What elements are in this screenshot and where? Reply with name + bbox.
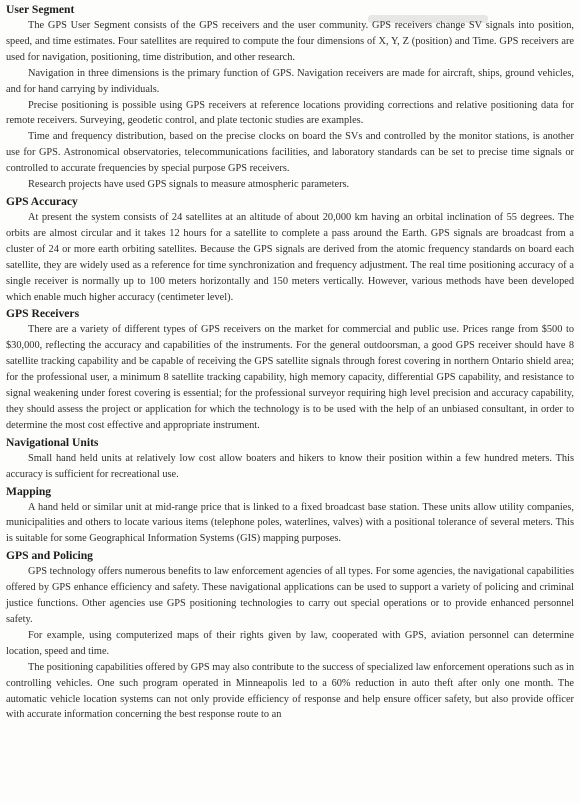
paragraph: Precise positioning is possible using GPS receivers at reference locations providing corrections and relative positioning data for remote receivers. Surveying, geodetic control, and plate tectonic studies are examples.: [6, 99, 574, 127]
section-heading: User Segment: [6, 3, 75, 16]
paragraph: There are a variety of different types of GPS receivers on the market for commercial and public use. Prices range from $500 to $30,000, reflecting the accuracy and capabilities of the instruments. For the general outdoorsman, a good GPS receiver should have 8 satellite tracking capability and be capable of receiving the GPS satellite signals through forest covering in northern Ontario shield area; for the professional user, a minimum 8 satellite tracking capability, high memory capacity, differential GPS capability, and resistance to signal weakening under forest covering is essential; for the professional surveyor requiring high level precision and accuracy capability, they should assess the project or application for which the technology is to be used with the help of an unbiased consultant, in order to determine the most cost effective and appropriate instrument.: [6, 324, 574, 431]
paragraph: Small hand held units at relatively low cost allow boaters and hikers to know their position within a few hundred meters. This accuracy is sufficient for recreational use.: [6, 452, 574, 480]
section-gps-accuracy: [6, 193, 574, 305]
section-heading: GPS and Policing: [6, 549, 93, 563]
paragraph: The positioning capabilities offered by GPS may also contribute to the success of specialized law enforcement operations such as in controlling vehicles. One such program operated in Minneapolis led to a 60% reduction in auto theft after only one month. The automatic vehicle location systems can not only provide efficiency of response and help ensure officer safety, but also provide officer with accurate information concerning the best response route to an: [6, 661, 574, 721]
paragraph: GPS technology offers numerous benefits to law enforcement agencies of all types. For some agencies, the navigational capabilities offered by GPS enhance efficiency and safety. These navigational applications can be used to support a variety of policing and criminal justice functions. Other agencies use GPS positioning technologies to carry out special operations or to provide enhanced personnel safety.: [6, 566, 574, 625]
paragraph: A hand held or similar unit at mid-range price that is linked to a fixed broadcast base station. These units allow utility companies, municipalities and others to locate various items (telephone poles, waterlines, valves) with a positional tolerance of several meters. This is suitable for some Geographical Information Systems (GIS) mapping purposes.: [6, 501, 574, 545]
section-heading: GPS Accuracy: [6, 194, 78, 208]
section-user-segment: [6, 1, 574, 193]
section-heading: Mapping: [6, 484, 52, 498]
section-mapping: [6, 483, 574, 548]
paragraph: Research projects have used GPS signals to measure atmospheric parameters.: [28, 179, 350, 191]
paragraph: Time and frequency distribution, based on the precise clocks on board the SVs and controlled by the monitor stations, is another use for GPS. Astronomical observatories, telecommunications facilities, and laboratory standards can be set to precise time signals or controlled to accurate frequencies by special purpose GPS receivers.: [6, 131, 574, 175]
section-gps-receivers: [6, 305, 574, 433]
section-gps-and-policing: [6, 547, 574, 723]
section-heading: Navigational Units: [6, 435, 99, 449]
paragraph: The GPS User Segment consists of the GPS receivers and the user community. GPS receivers change SV signals into position, speed, and time estimates. Four satellites are required to compute the four dimensions of X, Y, Z (position) and Time. GPS receivers are used for navigation, positioning, time distribution, and other research.: [6, 20, 574, 63]
paragraph: At present the system consists of 24 satellites at an altitude of about 20,000 km having an orbital inclination of 55 degrees. The orbits are almost circular and it takes 12 hours for a satellite to complete a pass around the Earth. GPS signals are broadcast from a cluster of 24 or more earth orbiting satellites. Because the GPS signals are derived from the atomic frequency standards on board each satellite, they are widely used as a reference for time synchronization and frequency adjustment. The real time positioning accuracy of a single receiver is normally up to 100 meters horizontally and 150 meters vertically. However, various methods have been developed which enable much higher accuracy (centimeter level).: [6, 211, 574, 303]
section-navigational-units: [6, 434, 574, 483]
document-page: [6, 1, 574, 723]
paragraph: For example, using computerized maps of their rights given by law, cooperated with GPS, aviation personnel can determine location, speed and time.: [6, 629, 574, 657]
paragraph: Navigation in three dimensions is the primary function of GPS. Navigation receivers are made for aircraft, ships, ground vehicles, and for hand carrying by individuals.: [6, 67, 574, 95]
section-heading: GPS Receivers: [6, 307, 80, 321]
